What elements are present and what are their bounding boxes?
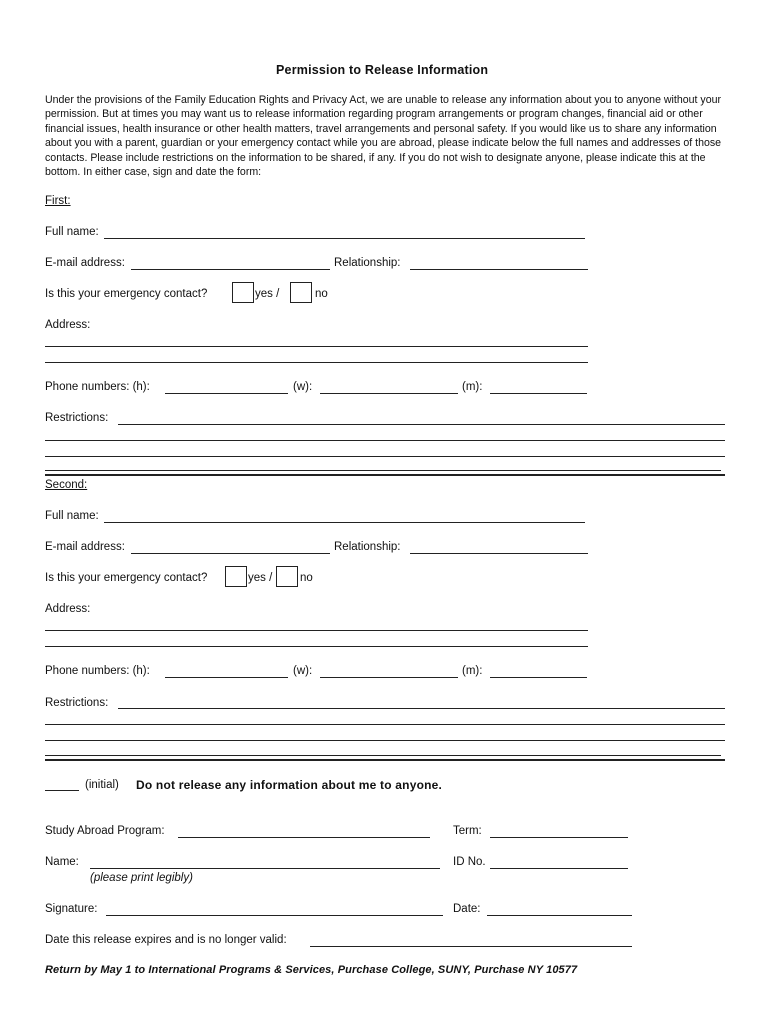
second-phone-home-field[interactable] bbox=[165, 677, 288, 678]
id-field[interactable] bbox=[490, 868, 628, 869]
optout-statement: Do not release any information about me to anyone. bbox=[136, 778, 443, 792]
first-emergency-label: Is this your emergency contact? bbox=[45, 288, 208, 300]
first-relationship-field[interactable] bbox=[410, 269, 588, 270]
first-restrictions-line-3[interactable] bbox=[45, 456, 725, 457]
term-field[interactable] bbox=[490, 837, 628, 838]
first-address-line-1[interactable] bbox=[45, 346, 588, 347]
second-relationship-label: Relationship: bbox=[334, 541, 401, 553]
signature-label: Signature: bbox=[45, 903, 98, 915]
optout-initial-label: (initial) bbox=[85, 779, 119, 791]
second-phone-work-label: (w): bbox=[293, 665, 313, 677]
first-full-name-label: Full name: bbox=[45, 226, 99, 238]
second-address-line-1[interactable] bbox=[45, 630, 588, 631]
first-yes-label: yes / bbox=[255, 288, 280, 300]
first-phone-work-label: (w): bbox=[293, 381, 313, 393]
page-title: Permission to Release Information bbox=[276, 63, 489, 77]
name-field[interactable] bbox=[90, 868, 440, 869]
second-emergency-label: Is this your emergency contact? bbox=[45, 572, 208, 584]
first-full-name-field[interactable] bbox=[104, 238, 585, 239]
first-email-field[interactable] bbox=[131, 269, 330, 270]
first-yes-checkbox[interactable] bbox=[232, 282, 254, 303]
second-no-checkbox[interactable] bbox=[276, 566, 298, 587]
second-email-label: E-mail address: bbox=[45, 541, 125, 553]
first-no-checkbox[interactable] bbox=[290, 282, 312, 303]
second-no-label: no bbox=[300, 572, 313, 584]
first-email-label: E-mail address: bbox=[45, 257, 125, 269]
second-address-label: Address: bbox=[45, 603, 91, 615]
first-no-label: no bbox=[315, 288, 328, 300]
second-yes-checkbox[interactable] bbox=[225, 566, 247, 587]
date-field[interactable] bbox=[487, 915, 632, 916]
expiry-label: Date this release expires and is no longer valid: bbox=[45, 934, 287, 946]
intro-paragraph: Under the provisions of the Family Education Rights and Privacy Act, we are unable to release any information about you to anyone without your permission. But at times you may want us to release information regarding program arrangements or program changes, financial aid or other financial issues, health insurance or other health matters, travel arrangements and personal safety. If you would like us to share any information about you with a parent, guardian or your emergency contact while you are abroad, please indicate below the full names and addresses of those contacts. Please include restrictions on the information to be shared, if any. If you do not wish to designate anyone, please indicate this at the bottom. In either case, sign and date the form: bbox=[45, 94, 722, 179]
first-phone-home-label: Phone numbers: (h): bbox=[45, 381, 150, 393]
second-full-name-label: Full name: bbox=[45, 510, 99, 522]
second-restrictions-line-3[interactable] bbox=[45, 740, 725, 741]
return-instructions: Return by May 1 to International Programs & Services, Purchase College, SUNY, Purchase NY 10577 bbox=[45, 964, 578, 976]
name-label: Name: bbox=[45, 856, 79, 868]
first-restrictions-line-4[interactable] bbox=[45, 470, 721, 471]
second-full-name-field[interactable] bbox=[104, 522, 585, 523]
optout-initial-field[interactable] bbox=[45, 790, 79, 791]
second-address-line-2[interactable] bbox=[45, 646, 588, 647]
program-field[interactable] bbox=[178, 837, 430, 838]
second-email-field[interactable] bbox=[131, 553, 330, 554]
second-restrictions-line-1[interactable] bbox=[118, 708, 725, 709]
first-address-line-2[interactable] bbox=[45, 362, 588, 363]
date-label: Date: bbox=[453, 903, 481, 915]
first-restrictions-line-1[interactable] bbox=[118, 424, 725, 425]
first-relationship-label: Relationship: bbox=[334, 257, 401, 269]
expiry-field[interactable] bbox=[310, 946, 632, 947]
section-divider-2 bbox=[45, 759, 725, 761]
id-label: ID No. bbox=[453, 856, 486, 868]
term-label: Term: bbox=[453, 825, 482, 837]
second-phone-mobile-label: (m): bbox=[462, 665, 483, 677]
first-phone-home-field[interactable] bbox=[165, 393, 288, 394]
second-yes-label: yes / bbox=[248, 572, 273, 584]
first-phone-mobile-label: (m): bbox=[462, 381, 483, 393]
second-phone-home-label: Phone numbers: (h): bbox=[45, 665, 150, 677]
first-phone-work-field[interactable] bbox=[320, 393, 458, 394]
second-phone-mobile-field[interactable] bbox=[490, 677, 587, 678]
first-restrictions-label: Restrictions: bbox=[45, 412, 109, 424]
first-phone-mobile-field[interactable] bbox=[490, 393, 587, 394]
first-address-label: Address: bbox=[45, 319, 91, 331]
second-restrictions-line-2[interactable] bbox=[45, 724, 725, 725]
second-section-heading: Second: bbox=[45, 479, 88, 491]
first-section-heading: First: bbox=[45, 195, 71, 207]
second-phone-work-field[interactable] bbox=[320, 677, 458, 678]
section-divider bbox=[45, 474, 725, 476]
second-restrictions-line-4[interactable] bbox=[45, 755, 721, 756]
second-restrictions-label: Restrictions: bbox=[45, 697, 109, 709]
signature-field[interactable] bbox=[106, 915, 443, 916]
first-restrictions-line-2[interactable] bbox=[45, 440, 725, 441]
print-hint: (please print legibly) bbox=[90, 872, 193, 884]
second-relationship-field[interactable] bbox=[410, 553, 588, 554]
program-label: Study Abroad Program: bbox=[45, 825, 165, 837]
